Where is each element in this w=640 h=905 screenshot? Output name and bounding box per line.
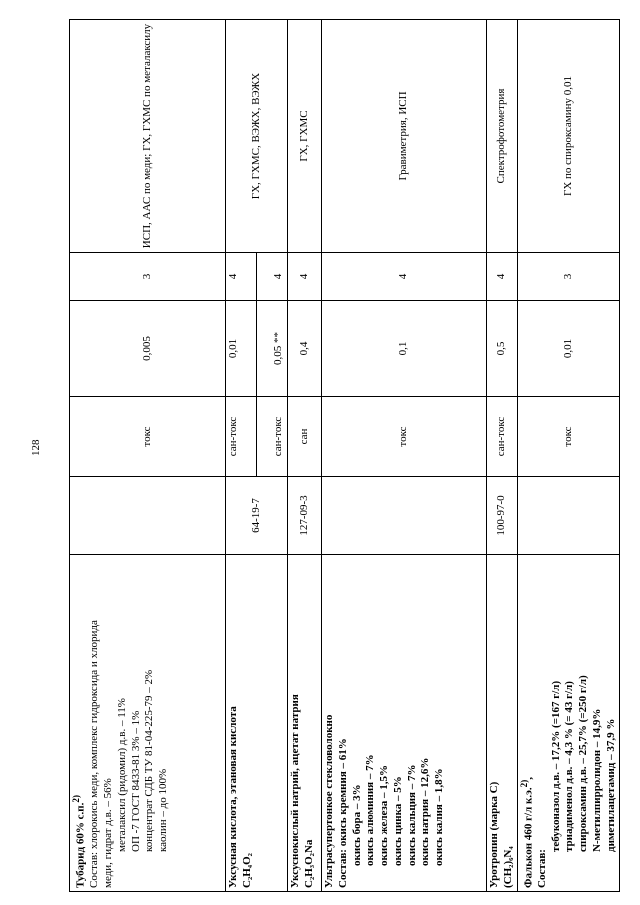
composition-line: Состав: окись кремния – 61% (336, 738, 349, 888)
substance-title: Уксуснокислый натрий, ацетат натрия (289, 694, 301, 888)
method-cell: Спектрофотометрия (487, 20, 518, 253)
hazard-cell: сан-токс сан-токс (226, 397, 288, 477)
table-row (288, 20, 322, 892)
substance-name-cell (322, 555, 487, 892)
substance-title: Уксусная кислота, этановая кислота (227, 706, 239, 888)
substance-title: Ультрасупертонкое стекловолокно (323, 714, 335, 888)
value-cell: 0,005 (70, 301, 226, 397)
table-row (487, 20, 518, 892)
class-cell: 4 (322, 253, 487, 301)
page-number: 128 (30, 439, 42, 456)
cas-cell (70, 477, 226, 555)
composition-line: Состав: (535, 849, 548, 888)
value-cell: 0,5 (487, 301, 518, 397)
class-cell: 4 (487, 253, 518, 301)
composition-line: металаксил (ридомил) д.в. – 11% (115, 698, 128, 852)
hazard-cell: токс (322, 397, 487, 477)
substance-name-cell (226, 555, 288, 892)
class-cell: 4 4 (226, 253, 288, 301)
substance-name-cell (517, 555, 620, 892)
composition-line: триадименол д.в. – 4,3 % (= 43 г/л) (563, 681, 576, 852)
substance-name-cell (288, 555, 322, 892)
cas-cell: 100-97-0 (487, 477, 518, 555)
substance-formula: (CH₂)₆N₄ (501, 846, 514, 888)
composition-line: окись бора – 3% (350, 784, 363, 866)
composition-line: окись калия – 1,8% (433, 768, 445, 866)
cas-cell: 127-09-3 (288, 477, 322, 555)
composition-line: спироксамин д.в. – 25,7% (=250 г/л) (577, 675, 590, 852)
composition-line: каолин – до 100% (157, 768, 170, 852)
composition-line: концентрат СДБ ТУ 81-04-225-79 – 2% (143, 669, 156, 852)
substance-formula: C₂H₄O₂ (240, 853, 253, 888)
value-cell: 0,1 (322, 301, 487, 397)
table-row (322, 20, 487, 892)
composition-line: тебуконазол д.в. – 17,2% (=167 г/л) (549, 680, 562, 852)
composition-line: окись цинка – 5% (391, 776, 404, 866)
substance-title: Уротропин (марка С) (488, 781, 500, 888)
substance-table (69, 19, 620, 892)
hazard-cell: токс (70, 397, 226, 477)
substance-table-rotated (69, 20, 617, 892)
table-row (226, 20, 288, 892)
class-cell: 4 (288, 253, 322, 301)
composition-line: Состав: хлорокись меди, комплекс гидроксида и хлорида (88, 620, 101, 888)
table-row (517, 20, 620, 892)
substance-name-cell (70, 555, 226, 892)
method-cell: ИСП, ААС по меди; ГХ, ГХМС по металаксилу (70, 20, 226, 253)
composition-line: диметилацетамид – 37,9 % (604, 718, 617, 852)
cas-cell (517, 477, 620, 555)
hazard-cell: сан-токс (487, 397, 518, 477)
composition-line: окись железа – 1,5% (378, 764, 390, 866)
method-cell: Гравиметрия, ИСП (322, 20, 487, 253)
class-cell: 3 (517, 253, 620, 301)
value-cell: 0,01 (517, 301, 620, 397)
cas-cell: 64-19-7 (226, 477, 288, 555)
composition-line: окись натрия – 12,6% (419, 757, 432, 866)
value-cell: 0,01 0,05 ** (226, 301, 288, 397)
cas-cell (322, 477, 487, 555)
substance-title: Фалькон 460 г/л к.э.$^{2)}$, (518, 776, 535, 888)
substance-formula: C₂H₃O₂Na (302, 839, 315, 888)
method-cell: ГХ, ГХМС, ВЭЖХ, ВЭЖХ (226, 20, 288, 253)
composition-line: меди, гидрат д.в. – 56% (102, 778, 115, 888)
composition-line: ОП -7 ГОСТ 8433-81 3% – 1% (129, 710, 142, 852)
composition-line: окись кальция – 7% (405, 764, 418, 866)
value-cell: 0,4 (288, 301, 322, 397)
table-row (70, 20, 226, 892)
hazard-cell: токс (517, 397, 620, 477)
hazard-cell: сан (288, 397, 322, 477)
method-cell: ГХ по спироксамину 0,01 (517, 20, 620, 253)
composition-line: N-метилпирролидон – 14,9% (590, 708, 603, 852)
method-cell: ГХ, ГХМС (288, 20, 322, 253)
substance-name-cell (487, 555, 518, 892)
class-cell: 3 (70, 253, 226, 301)
substance-title: Тубарид 60% с.п.$^{2)}$ (71, 794, 87, 888)
composition-line: окись алюминия – 7% (364, 754, 377, 866)
